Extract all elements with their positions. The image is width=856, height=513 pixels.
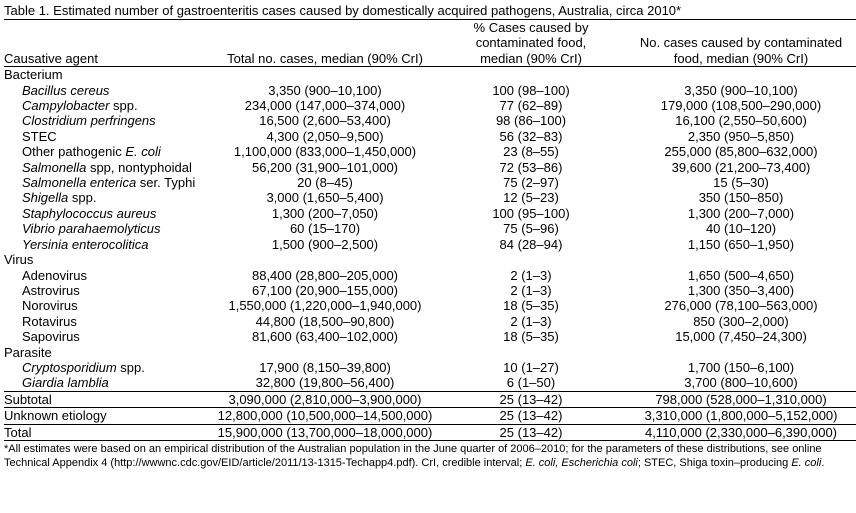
num-cell: 2,350 (950–5,850) [687,128,795,144]
total-cell: 20 (8–45) [297,175,353,191]
empty-cell [626,67,856,83]
pct-cell: 84 (28–94) [499,236,563,252]
agent-text: Norovirus [22,298,78,314]
total-cell: 1,100,000 (833,000–1,450,000) [233,144,417,160]
table-row [4,283,856,298]
total-cell: 17,900 (8,150–39,800) [259,359,391,375]
agent-italic: E. coli [125,144,161,160]
agent-cell [4,360,214,375]
section-row [4,252,856,267]
agent-text: Sapovirus [22,329,80,345]
num-cell: 1,700 (150–6,100) [687,359,795,375]
header-pct: % Cases caused by contaminated food, median (90% CrI) [473,20,589,66]
num-cell: 255,000 (85,800–632,000) [664,144,818,160]
pct-cell: 100 (98–100) [492,82,570,98]
agent-italic: Giardia lamblia [22,375,109,391]
empty-cell [214,345,436,360]
empty-cell [214,67,436,83]
pct-cell: 2 (1–3) [510,313,552,329]
table-row [4,221,856,236]
summary-label: Unknown etiology [4,408,214,424]
empty-cell [626,345,856,360]
table-row [4,268,856,283]
pct-cell: 25 (13–42) [436,408,626,424]
total-cell: 60 (15–170) [289,221,361,237]
agent-italic: Shigella [22,190,69,206]
total-cell: 4,300 (2,050–9,500) [266,128,384,144]
num-cell: 3,310,000 (1,800,000–5,152,000) [626,408,856,424]
agent-cell [4,113,214,128]
agent-suffix: spp. [116,359,145,375]
agent-cell [4,314,214,329]
table-row [4,329,856,344]
pct-cell: 56 (32–83) [499,128,563,144]
table-row [4,129,856,144]
table-row [4,375,856,391]
total-cell: 56,200 (31,900–101,000) [251,159,398,175]
num-cell: 350 (150–850) [698,190,784,206]
agent-cell [4,268,214,283]
section-label: Parasite [4,344,52,360]
empty-cell [436,67,626,83]
num-cell: 15,000 (7,450–24,300) [675,329,807,345]
pct-cell: 100 (95–100) [492,205,570,221]
empty-cell [436,345,626,360]
table-title: Table 1. Estimated number of gastroenteritis cases caused by domestically acquired pathogens, Australia, circa 2010* [4,3,682,18]
total-cell: 12,800,000 (10,500,000–14,500,000) [214,408,436,424]
num-cell: 39,600 (21,200–73,400) [671,159,811,175]
pct-cell: 72 (53–86) [499,159,563,175]
agent-text: Other pathogenic [22,144,126,160]
num-cell: 16,100 (2,550–50,600) [675,113,807,129]
total-cell: 44,800 (18,500–90,800) [255,313,395,329]
total-cell: 88,400 (28,800–205,000) [251,267,398,283]
agent-cell [4,175,214,190]
agent-cell [4,221,214,236]
summary-row [4,408,856,424]
total-cell: 1,500 (900–2,500) [271,236,379,252]
section-row [4,345,856,360]
total-cell: 3,350 (900–10,100) [268,82,382,98]
agent-cell [4,329,214,344]
agent-cell [4,298,214,313]
num-cell: 1,300 (350–3,400) [687,282,795,298]
header-row [4,20,856,67]
agent-cell [4,129,214,144]
section-label: Virus [4,252,34,268]
total-cell: 1,550,000 (1,220,000–1,940,000) [228,298,422,314]
num-cell: 40 (10–120) [705,221,777,237]
table-row [4,190,856,205]
agent-text: Adenovirus [22,267,88,283]
agent-suffix: spp, nontyphoidal [86,159,192,175]
agent-text: Rotavirus [22,313,77,329]
num-cell: 15 (5–30) [713,175,769,191]
table-row [4,113,856,128]
pct-cell: 2 (1–3) [510,282,552,298]
agent-italic: Yersinia enterocolitica [22,236,149,252]
pct-cell: 77 (62–89) [499,98,563,114]
num-cell: 179,000 (108,500–290,000) [660,98,822,114]
num-cell: 1,150 (650–1,950) [687,236,795,252]
table-row [4,206,856,221]
table-row [4,83,856,98]
agent-cell [4,206,214,221]
footnote: *All estimates were based on an empirical distribution of the Australian population in the June quarter of 2006–2010; for the parameters of these distributions, see online Technical Appendix 4 (http://wwwnc.cdc.gov/EID/article/2011/13-1315-Techapp4.pdf). CrI, credible interval; E. coli, Escherichia coli; STEC, Shiga toxin–producing E. coli. [4,442,825,469]
pct-cell: 75 (5–96) [503,221,559,237]
total-cell: 234,000 (147,000–374,000) [244,98,406,114]
total-cell: 3,090,000 (2,810,000–3,900,000) [214,391,436,407]
pct-cell: 98 (86–100) [495,113,567,129]
agent-italic: Campylobacter [22,98,110,114]
empty-cell [626,252,856,267]
num-cell: 3,350 (900–10,100) [684,82,798,98]
num-cell: 4,110,000 (2,330,000–6,390,000) [626,424,856,440]
table-body [4,67,856,441]
pct-cell: 18 (5–35) [503,329,559,345]
num-cell: 850 (300–2,000) [693,313,789,329]
empty-cell [436,252,626,267]
pct-cell: 12 (5–23) [503,190,559,206]
agent-cell [4,160,214,175]
table-row [4,175,856,190]
total-cell: 3,000 (1,650–5,400) [266,190,384,206]
table-row [4,160,856,175]
agent-text: STEC [22,128,57,144]
agent-cell [4,237,214,252]
agent-cell [4,190,214,205]
total-cell: 67,100 (20,900–155,000) [251,282,398,298]
agent-italic: Vibrio parahaemolyticus [22,221,161,237]
table-row [4,237,856,252]
num-cell: 1,300 (200–7,000) [687,205,795,221]
header-total: Total no. cases, median (90% CrI) [227,50,423,66]
agent-italic: Staphylococcus aureus [22,205,157,221]
table-row [4,98,856,113]
agent-text: Astrovirus [22,282,80,298]
total-cell: 81,600 (63,400–102,000) [251,329,398,345]
pct-cell: 2 (1–3) [510,267,552,283]
section-label: Bacterium [4,67,214,83]
num-cell: 1,650 (500–4,650) [687,267,795,283]
total-cell: 32,800 (19,800–56,400) [255,375,395,391]
header-num: No. cases caused by contaminated food, median (90% CrI) [639,35,843,66]
summary-row [4,424,856,440]
agent-cell [4,144,214,159]
table-row [4,360,856,375]
agent-cell [4,375,214,391]
num-cell: 3,700 (800–10,600) [684,375,798,391]
section-row [4,67,856,83]
agent-suffix: spp. [68,190,97,206]
agent-italic: Salmonella enterica [22,175,137,191]
num-cell: 276,000 (78,100–563,000) [664,298,818,314]
pct-cell: 25 (13–42) [436,391,626,407]
summary-label: Subtotal [4,391,214,407]
agent-italic: Salmonella [22,159,87,175]
pct-cell: 23 (8–55) [503,144,559,160]
total-cell: 15,900,000 (13,700,000–18,000,000) [214,424,436,440]
agent-cell [4,283,214,298]
table-row [4,298,856,313]
empty-cell [214,252,436,267]
pct-cell: 75 (2–97) [503,175,559,191]
total-cell: 16,500 (2,600–53,400) [259,113,391,129]
table-row [4,314,856,329]
pct-cell: 6 (1–50) [506,375,556,391]
summary-row [4,391,856,407]
agent-suffix: ser. Typhi [136,175,196,191]
agent-italic: Cryptosporidium [22,359,117,375]
total-cell: 1,300 (200–7,050) [271,205,379,221]
agent-italic: Bacillus cereus [22,82,110,98]
agent-cell [4,83,214,98]
agent-italic: Clostridium perfringens [22,113,156,129]
agent-cell [4,98,214,113]
agent-suffix: spp. [109,98,138,114]
pct-cell: 25 (13–42) [436,424,626,440]
pct-cell: 10 (1–27) [503,359,559,375]
data-table [4,19,856,441]
pct-cell: 18 (5–35) [503,298,559,314]
table-row [4,144,856,159]
num-cell: 798,000 (528,000–1,310,000) [626,391,856,407]
summary-label: Total [4,424,214,440]
header-agent: Causative agent [4,50,98,66]
